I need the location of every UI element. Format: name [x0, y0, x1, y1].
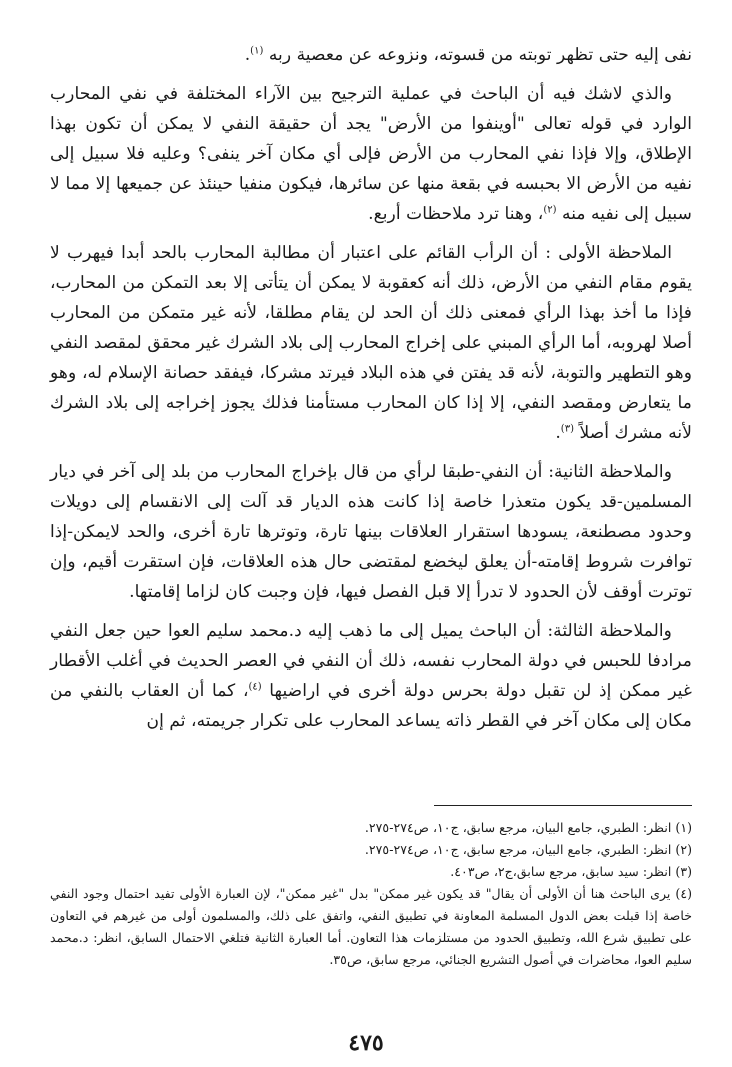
page-number: ٤٧٥ [348, 1030, 384, 1056]
main-text [50, 40, 692, 745]
paragraph-text: نفى إليه حتى تظهر توبته من قسوته، ونزوعه عن معصية ربه [268, 45, 692, 65]
footnote-1: (١) انظر: الطبري، جامع البيان، مرجع سابق، ج١٠، ص٢٧٤-٢٧٥. [364, 820, 692, 835]
footnote-separator [434, 805, 692, 806]
footnote-ref: (٤) [248, 681, 262, 693]
paragraph-end: . [555, 423, 561, 443]
paragraph-end: . [244, 45, 251, 65]
paragraph-note-2: والملاحظة الثانية: أن النفي-طبقا لرأي من قال بإخراج المحارب من بلد إلى آخر في ديار المسلمين-قد يكون متعذرا خاصة إذا كانت هذه الديار قد آلت إلى الانقسام إلى دويلات وحدود مصطنعة، يسودها استقرار العلاقات بينها تارة، وتوترها تارة أخرى، والحد لايمكن-إذا توافرت شروط إقامته-أن يعلق ليخضع لمقتضى حال هذه العلاقات، فإن استقرت أقيم، وإن توترت أوقف لأن الحدود لا تدرأ إلا قبل الفصل فيها، فإن وجبت كان لزاما إقامتها. [50, 462, 692, 602]
paragraph-note-3 [50, 616, 692, 736]
footnote-ref: (١) [250, 45, 264, 57]
paragraph-text: والملاحظة الثالثة: أن الباحث يميل إلى ما ذهب إليه د.محمد سليم العوا حين جعل النفي مرادفا للحبس في دولة المحارب نفسه، ذلك أن النفي في العصر الحديث في أغلب الأقطار غير ممكن إذ لن تقبل دولة بحرس دولة أخرى في اراضيها [50, 621, 692, 701]
footnote-ref: (٢) [543, 204, 557, 216]
paragraph-text: الملاحظة الأولى : أن الرأب القائم على اعتبار أن مطالبة المحارب بالحد أبدا فيهرب لا يقوم مقام النفي من الأرض، ذلك أنه كعقوبة لا يمكن أن يتأتى إلا بعد التمكن من المحارب، فإذا ما أخذ بهذا الرأي فمعنى ذلك أن الحد لن يقام مطلقا، لأنه غير متمكن من المحارب أصلا لهروبه، أما الرأي المبني على إخراج المحارب إلى بلاد الشرك غير محقق لمقصد النفي وهو التطهير والتوبة، لأنه قد يفتن في هذه البلاد فيرتد مشركا، فيفقد حصانة الإسلام له، وهو ما يتعارض ومقصد النفي، إلا إذا كان المحارب مستأمنا فذلك يجوز إخراجه إلى بلاد الشرك لأنه مشرك أصلاً [50, 243, 692, 443]
footnote-ref: (٣) [560, 423, 574, 435]
paragraph-end: ، كما أن العقاب بالنفي من مكان إلى مكان آخر في القطر ذاته يساعد المحارب على تكرار جريمته، ثم إن [50, 681, 692, 731]
paragraph-intro [50, 79, 692, 229]
paragraph-text: والذي لاشك فيه أن الباحث في عملية الترجيح بين الآراء المختلفة في نفي المحارب الوارد في قوله تعالى "أوينفوا من الأرض" يجد أن حقيقة النفي لا يمكن أن تكون بهذا الإطلاق، وإلا فإذا نفي المحارب من الأرض فإلى أي مكان آخر ينفى؟ وعليه فلا سبيل إلى نفيه من الأرض الا بحبسه في بقعة منها عن سائرها، فيكون منفيا حينئذ عن جميعها إلا مما لا سبيل إلى نفيه منه [50, 84, 692, 224]
footnote-3: (٣) انظر: سيد سابق، مرجع سابق،ج٢، ص٤٠٣. [450, 864, 692, 879]
paragraph-note-1 [50, 238, 692, 448]
paragraph-continuation [50, 40, 692, 70]
footnote-4: (٤) يرى الباحث هنا أن الأولى أن يقال" قد يكون غير ممكن" بدل "غير ممكن"، لإن العبارة الأولى تفيد احتمال وجود النفي خاصة إذا قبلت بعض الدول المسلمة المعاونة في تطبيق النفي، واتفق على ذلك، والمسلمون أولى من غيرهم في التعاون على تطبيق شرع الله، وتطبيق الحدود من مستلزمات هذا التعاون. أما العبارة الثانية فتلغي الاحتمال السابق، انظر: د.محمد سليم العوا، محاضرات في أصول التشريع الجنائي، مرجع سابق، ص٣٥. [50, 886, 692, 967]
paragraph-end: ، وهنا ترد ملاحظات أربع. [368, 204, 544, 224]
footnotes [50, 817, 692, 971]
footnote-2: (٢) انظر: الطبري، جامع البيان، مرجع سابق، ج١٠، ص٢٧٤-٢٧٥. [364, 842, 692, 857]
